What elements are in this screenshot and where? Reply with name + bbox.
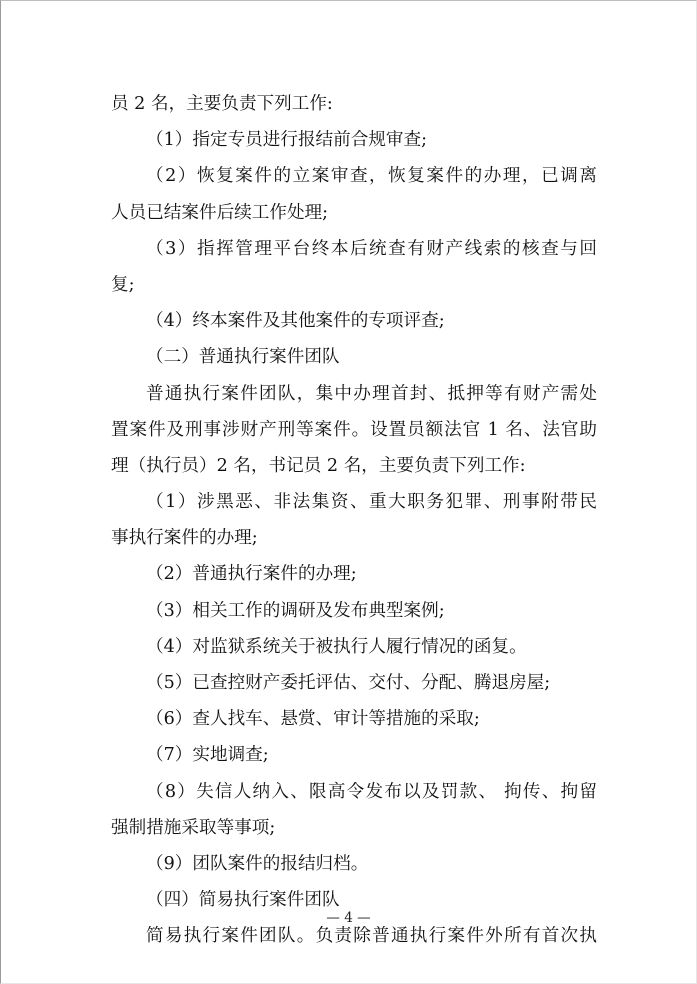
page-number: — 4 — <box>326 910 371 926</box>
text-line: 普通执行案件团队，集中办理首封、抵押等有财产需处 <box>146 383 597 404</box>
text-line: （1）涉黑恶、非法集资、重大职务犯罪、刑事附带民 <box>146 492 597 513</box>
text-line: 人员已结案件后续工作处理; <box>111 202 329 223</box>
text-line: （2）恢复案件的立案审查，恢复案件的办理，已调离 <box>146 166 597 187</box>
text-line: 理（执行员）2 名，书记员 2 名，主要负责下列工作: <box>111 455 526 476</box>
section-heading: （四）简易执行案件团队 <box>146 890 340 911</box>
text-line: （5）已查控财产委托评估、交付、分配、腾退房屋; <box>146 673 551 693</box>
text-line: （4）对监狱系统关于被执行人履行情况的函复。 <box>146 636 527 657</box>
document-body <box>111 86 597 955</box>
text-line: （3）相关工作的调研及发布典型案例; <box>146 600 445 621</box>
text-line: （7）实地调查; <box>146 745 269 766</box>
text-line: 员 2 名，主要负责下列工作: <box>111 94 333 114</box>
text-line: 强制措施采取等事项; <box>111 817 276 838</box>
text-line: 复; <box>111 274 135 295</box>
text-line: （1）指定专员进行报结前合规审查; <box>146 130 428 151</box>
text-line: （4）终本案件及其他案件的专项评查; <box>146 311 445 332</box>
text-line: （6）查人找车、悬赏、审计等措施的采取; <box>146 709 480 730</box>
text-line: （3）指挥管理平台终本后统查有财产线索的核查与回 <box>146 238 597 259</box>
section-heading: （二）普通执行案件团队 <box>146 347 340 368</box>
text-line: （9）团队案件的报结归档。 <box>146 853 369 874</box>
text-line: （2）普通执行案件的办理; <box>146 564 357 585</box>
text-line: 置案件及刑事涉财产刑等案件。设置员额法官 1 名、法官助 <box>111 419 597 440</box>
text-line: （8）失信人纳入、限高令发布以及罚款、 拘传、拘留 <box>146 781 597 802</box>
text-line: 简易执行案件团队。负责除普通执行案件外所有首次执 <box>146 926 597 947</box>
text-line: 事执行案件的办理; <box>111 528 258 549</box>
